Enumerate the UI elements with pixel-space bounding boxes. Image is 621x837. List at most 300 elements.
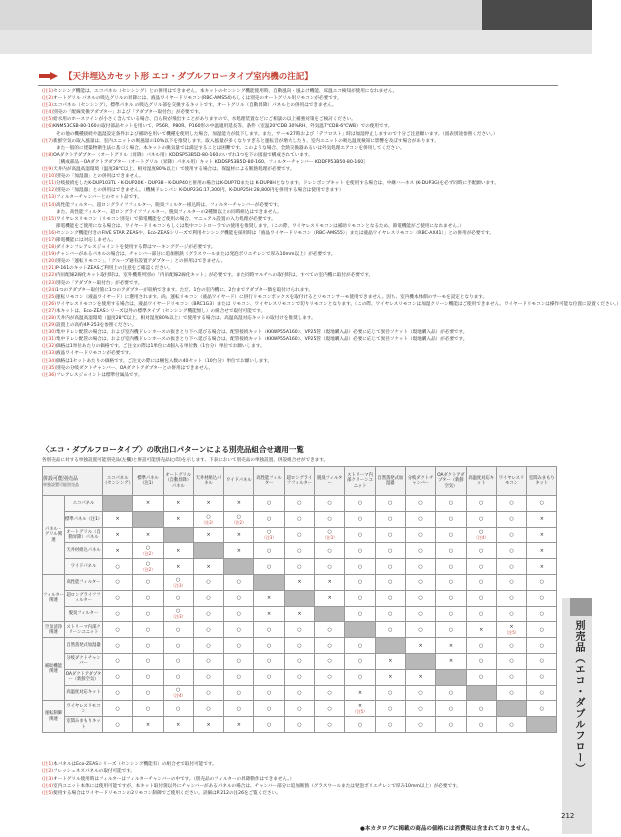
table-cell [405, 496, 435, 512]
note-number: (注4) [42, 783, 54, 789]
table-cell [466, 511, 496, 527]
note-item [42, 329, 557, 336]
table-cell [284, 638, 314, 654]
diagonal-cell [133, 511, 163, 527]
cell-symbol: ○ [206, 642, 211, 649]
table-cell [496, 496, 526, 512]
cell-symbol: ○ [327, 500, 332, 507]
table-cell [163, 590, 193, 606]
note-item [42, 116, 557, 123]
table-cell [254, 511, 284, 527]
cell-symbol: × [267, 595, 272, 602]
cell-symbol: ○ [266, 658, 272, 665]
cell-symbol: ○ [357, 516, 363, 523]
note-text: また一般的に建築物衛生法に基づく場合、本キットの換気量では満足することは困難です。このような場合、全熱交換器あるいは外気処理エアコンを併用してください。 [56, 145, 405, 151]
note-text: フレッシュネスパネルの取付可能です。 [53, 769, 136, 775]
note-item [42, 301, 621, 308]
note-item [42, 776, 557, 783]
note-number: (注18) [42, 245, 57, 251]
note-text: 節電機能には対応しません。 [56, 237, 117, 243]
row-label: 室間みまもりキット [65, 717, 103, 733]
cell-symbol: ○ [539, 658, 544, 665]
note-number: (注26) [42, 301, 57, 307]
table-cell [133, 606, 163, 622]
cell-symbol: ○ [539, 705, 544, 712]
cell-symbol: ○ [206, 705, 211, 712]
table-cell [254, 606, 284, 622]
table-row [43, 622, 557, 638]
table-cell [193, 717, 223, 733]
table-cell [405, 527, 435, 543]
table-cell [375, 653, 405, 669]
cell-symbol: × [206, 531, 211, 538]
note-item [42, 180, 557, 187]
table-cell [527, 606, 557, 622]
table-cell [284, 653, 314, 669]
note-number: (注3) [42, 776, 54, 782]
note-text: センシング機能付きのFIVE STAR ZEASや、Eco-ZEASシリーズで利用センシング機能を採用時は「液晶ワイヤードリモコン（RBC-AMS55）」または液晶ワイヤレスリモコン（RBC-AX41）」との併用が必要です。 [56, 230, 494, 236]
note-text: OAダクトアダプター（オートグリル（昇降）パネル用）KDDSP53B5D-80-160のいずれ1つを下の図面で構成されています。 [53, 152, 313, 158]
table-cell [163, 717, 193, 733]
cell-symbol: ○ [236, 626, 242, 633]
cell-symbol: ○ [357, 658, 363, 665]
side-tab [562, 598, 592, 834]
table-cell [193, 685, 223, 701]
column-header: 脱臭フィルター [315, 467, 345, 496]
note-number: (注21) [42, 266, 57, 272]
table-cell [345, 638, 375, 654]
diagonal-cell [254, 574, 284, 590]
cell-symbol: ○ [509, 516, 514, 523]
note-number: (注19) [42, 252, 57, 258]
note-item [42, 194, 557, 201]
table-cell [163, 574, 193, 590]
cell-symbol: ○ [388, 516, 393, 523]
diagonal-cell [224, 559, 254, 575]
cell-symbol: × [357, 689, 363, 696]
cell-symbol: ○ [297, 563, 302, 570]
cell-symbol: ○ [115, 563, 120, 570]
note-text: P-161のキットZEASご利用上の注意をご確認ください。 [56, 266, 174, 272]
note-number: (注2) [42, 769, 54, 775]
note-item [42, 251, 557, 258]
table-cell [375, 543, 405, 559]
table-cell [527, 622, 557, 638]
cell-symbol: ○ [327, 689, 332, 696]
table-cell [466, 543, 496, 559]
note-number: (注27) [42, 308, 57, 314]
table-cell [315, 669, 345, 685]
top-band [0, 0, 592, 54]
note-text: オートグリル使用時はフィルターはフィルターチャンバーの中です。（別売品のフィルターの昇降動作はできません。） [53, 776, 295, 782]
cell-symbol: ○ [115, 721, 120, 728]
row-label: 標準パネル（注1） [65, 511, 103, 527]
cell-symbol: ○ [418, 689, 423, 696]
note-text: その他の機種接続や温湿設定条件および補助を用いて機種を使用した場合、加湿能力が低下します。また、サーモ27時および「デフロスト」時は加湿停止しますので十分ご注意願います。（図表別途参照ください。） [56, 131, 498, 137]
note-number: (注32) [42, 344, 57, 350]
cell-symbol: × [145, 500, 151, 507]
table-cell [436, 543, 466, 559]
cell-symbol: ○ [297, 674, 302, 681]
cell-symbol: ○ [176, 576, 181, 583]
table-cell [405, 590, 435, 606]
title-rule [38, 85, 558, 86]
cell-symbol: ○ [266, 642, 272, 649]
note-number: (注23) [42, 280, 57, 286]
cell-symbol: ○ [539, 642, 544, 649]
note-item [42, 280, 557, 287]
note-item [42, 166, 557, 173]
note-number: (注1) [42, 89, 54, 94]
cell-symbol: ○ [448, 563, 454, 570]
note-text: オートグリル パネルの吸込グリルの昇降には、液晶ワイヤードリモコン(RBC-AMS54)もしくは別売のオートグリル用リモコンが必要です。 [53, 96, 342, 102]
note-item [42, 237, 557, 244]
cell-symbol: ○ [176, 608, 181, 615]
row-label: オートグリル（自動昇降）パネル [65, 527, 103, 543]
table-cell [496, 606, 526, 622]
table-cell [375, 606, 405, 622]
cell-symbol: × [297, 610, 302, 617]
note-text: 別売の「配線変換アダプター」および「アダプター取付台」が必要です。 [53, 110, 204, 116]
cell-symbol: ○ [539, 626, 544, 633]
column-header: 高性能フィルター [254, 467, 284, 496]
note-number: (注30) [42, 330, 57, 336]
cell-symbol: ○ [236, 610, 242, 617]
note-text: 節電機能をご使用になる場合は、ワイヤードリモコンもしくは集中コントローラでの使用を推奨します。（この際、ワイヤレスリモコンは補助リモコンとなるため、節電機能がご使用になれません。） [56, 223, 465, 229]
table-cell [375, 527, 405, 543]
table-cell [133, 669, 163, 685]
table-cell [466, 669, 496, 685]
table-cell [315, 717, 345, 733]
table-cell [466, 590, 496, 606]
diagonal-cell [103, 496, 133, 512]
table-cell [405, 543, 435, 559]
note-item [42, 322, 557, 329]
table-footnotes [42, 761, 557, 797]
table-cell [224, 574, 254, 590]
cell-symbol: ○ [115, 705, 120, 712]
cell-symbol: × [176, 721, 181, 728]
cell-symbol: ○ [448, 626, 454, 633]
page-number: 212 [561, 812, 575, 820]
note-item [42, 244, 557, 251]
table-cell [466, 496, 496, 512]
cell-symbol: ○ [206, 610, 211, 617]
cell-symbol: ○ [388, 500, 393, 507]
table-cell [163, 669, 193, 685]
table-cell [466, 638, 496, 654]
table-cell [103, 590, 133, 606]
table-cell [345, 606, 375, 622]
cell-symbol: ○ [206, 595, 211, 602]
table-cell [315, 527, 345, 543]
table-cell [345, 653, 375, 669]
cell-note-ref: （注2） [140, 567, 156, 573]
cell-symbol: ○ [357, 610, 363, 617]
cell-symbol: ○ [115, 610, 120, 617]
table-row [43, 717, 557, 733]
cell-symbol: × [176, 500, 181, 507]
table-cell [133, 701, 163, 717]
cell-symbol: ○ [448, 721, 454, 728]
group-label: 運転制御関連 [43, 701, 65, 733]
cell-symbol: ○ [327, 705, 332, 712]
table-cell [375, 574, 405, 590]
note-number: (注12) [42, 188, 57, 194]
cell-symbol: ○ [509, 689, 514, 696]
cell-symbol: × [236, 721, 241, 728]
row-label: ストリーマ内部クリーンユニット [65, 622, 103, 638]
corner-bottom: 単独設置可能別売品 [43, 481, 79, 487]
cell-symbol: ○ [388, 626, 393, 633]
cell-symbol: ○ [176, 687, 181, 694]
cell-symbol: ○ [448, 579, 454, 586]
note-item [42, 272, 557, 279]
table-row [43, 511, 557, 527]
table-cell [193, 527, 223, 543]
cell-symbol: ○ [509, 674, 514, 681]
table-cell [315, 496, 345, 512]
diagonal-cell [193, 543, 223, 559]
side-tab-label: 別売品（エコ・ダブルフロー） [573, 620, 584, 774]
cell-symbol: ○ [145, 610, 151, 617]
cell-symbol: ○ [327, 529, 332, 536]
table-cell [284, 622, 314, 638]
cell-symbol: ○ [479, 516, 484, 523]
table-cell [163, 543, 193, 559]
table-cell [527, 590, 557, 606]
table-cell [224, 638, 254, 654]
cell-symbol: ○ [448, 500, 454, 507]
table-cell [193, 701, 223, 717]
table-cell [496, 669, 526, 685]
cell-symbol: ○ [539, 610, 544, 617]
cell-symbol: × [115, 516, 120, 523]
table-cell [345, 685, 375, 701]
table-cell [315, 590, 345, 606]
table-cell [496, 543, 526, 559]
table-cell [315, 559, 345, 575]
note-number: (注13) [42, 195, 57, 201]
cell-symbol: ○ [236, 642, 242, 649]
note-item [42, 336, 557, 343]
table-cell [254, 685, 284, 701]
table-cell [405, 559, 435, 575]
table-cell [284, 527, 314, 543]
table-cell [224, 653, 254, 669]
note-text: 天井内が高温高湿環境（温度28℃以上、相対湿度80%以上）で使用する場合は、保温材による断熱処理が必要です。 [53, 167, 295, 173]
cell-symbol: ○ [206, 626, 211, 633]
table-cell [496, 511, 526, 527]
note-number: (注5) [42, 117, 54, 123]
page-title: 【天井埋込カセット形 エコ・ダブルフロータイプ室内機の注記】 [64, 72, 313, 82]
table-cell [224, 590, 254, 606]
cell-symbol: ○ [509, 563, 514, 570]
cell-symbol: ○ [388, 563, 393, 570]
note-item [42, 109, 557, 116]
cell-symbol: ○ [509, 547, 514, 554]
note-item [42, 138, 557, 145]
cell-symbol: ○ [297, 547, 302, 554]
cell-symbol: ○ [206, 689, 211, 696]
table-cell [163, 638, 193, 654]
table-cell [193, 574, 223, 590]
cell-symbol: ○ [145, 561, 151, 568]
table-cell [224, 527, 254, 543]
cell-symbol: ○ [357, 595, 363, 602]
table-cell [163, 559, 193, 575]
note-item [42, 287, 557, 294]
cell-symbol: × [206, 500, 211, 507]
note-item [42, 768, 557, 775]
cell-symbol: × [539, 547, 544, 554]
cell-note-ref: （注3） [322, 535, 337, 541]
table-cell [405, 606, 435, 622]
note-item [42, 358, 557, 365]
cell-symbol: × [206, 721, 211, 728]
cell-symbol: ○ [115, 595, 120, 602]
table-cell [436, 511, 466, 527]
cell-symbol: × [479, 626, 484, 633]
row-label: 脱臭フィルター [65, 606, 103, 622]
table-cell [466, 701, 496, 717]
cell-note-ref: （注4） [170, 693, 186, 699]
cell-symbol: ○ [509, 658, 514, 665]
diagonal-cell [405, 653, 435, 669]
note-item [42, 761, 557, 768]
cell-symbol: ○ [448, 595, 454, 602]
cell-symbol: ○ [236, 658, 242, 665]
table-cell [163, 701, 193, 717]
cell-symbol: ○ [115, 658, 120, 665]
note-number: (注8) [42, 152, 54, 158]
cell-symbol: ○ [388, 721, 393, 728]
table-row [43, 653, 557, 669]
cell-symbol: ○ [145, 545, 151, 552]
table-cell [315, 511, 345, 527]
cell-symbol: ○ [479, 610, 484, 617]
tax-note: ●本カタログに掲載の商品の価格には消費税は含まれておりません。 [360, 826, 534, 832]
cell-note-ref: （注2） [140, 551, 156, 557]
table-cell [405, 622, 435, 638]
group-label: パネル・グリル関連 [43, 496, 65, 575]
cell-symbol: ○ [115, 626, 120, 633]
cell-symbol: ○ [176, 626, 181, 633]
note-number: (注34) [42, 358, 57, 364]
cell-symbol: ○ [479, 500, 484, 507]
cell-symbol: ○ [266, 705, 272, 712]
cell-symbol: ○ [206, 658, 211, 665]
note-text: ダイキンフレアレスジョイントを使用する際はマーキングゲージが必要です。 [56, 245, 216, 251]
table-cell [375, 511, 405, 527]
cell-symbol: ○ [509, 531, 514, 538]
table-cell [527, 574, 557, 590]
top-dark-block [482, 0, 592, 30]
table-row [43, 590, 557, 606]
pointing-hand-icon [38, 70, 60, 82]
section-title: 〈エコ・ダブルフロータイプ〉の吹出口パターンによる別売品組合せ適用一覧 [42, 445, 304, 454]
table-cell [254, 669, 284, 685]
note-number: (注16) [42, 230, 57, 236]
table-cell [315, 543, 345, 559]
column-header: 分岐ダクトチャンバー [405, 467, 435, 496]
table-cell [466, 559, 496, 575]
table-cell [163, 685, 193, 701]
note-number: (注20) [42, 259, 57, 265]
cell-symbol: ○ [327, 642, 332, 649]
column-header: ワイドパネル [224, 467, 254, 496]
note-item [42, 216, 557, 223]
cell-symbol: ○ [509, 500, 514, 507]
column-header: 天井材組込パネル [193, 467, 223, 496]
cell-symbol: ○ [539, 579, 544, 586]
cell-symbol: ○ [327, 626, 332, 633]
row-label: 自然蒸発式加湿器 [65, 638, 103, 654]
table-cell [254, 622, 284, 638]
note-text: 本パネルはEco-ZEASシリーズ（センシング機能有）の組合せで取付可能です。 [53, 762, 217, 767]
diagonal-cell [163, 527, 193, 543]
table-row [43, 527, 557, 543]
table-cell [284, 669, 314, 685]
table-cell [405, 669, 435, 685]
cell-symbol: × [327, 579, 332, 586]
note-item [42, 223, 557, 230]
note-item [42, 315, 557, 322]
cell-symbol: ○ [479, 705, 484, 712]
table-cell [133, 685, 163, 701]
note-item [42, 790, 557, 797]
table-cell [345, 527, 375, 543]
table-cell [193, 669, 223, 685]
cell-symbol: ○ [539, 674, 544, 681]
table-cell [315, 685, 345, 701]
cell-symbol: × [357, 703, 363, 710]
note-item [42, 258, 557, 265]
cell-symbol: ○ [479, 658, 484, 665]
cell-symbol: ○ [236, 705, 242, 712]
table-cell [315, 574, 345, 590]
table-cell [436, 496, 466, 512]
cell-symbol: ○ [145, 674, 151, 681]
table-cell [103, 717, 133, 733]
cell-symbol: × [236, 500, 241, 507]
cell-symbol: ○ [297, 705, 302, 712]
cell-symbol: ○ [418, 626, 423, 633]
cell-note-ref: （注2） [231, 519, 247, 525]
table-cell [133, 717, 163, 733]
note-text: ［構成部品－OAダクトアダプター（オートグリル（昇降）パネル用）キット KDDSP53B5D-80-160、フィルターチャンバー KDDFP53B50-80-160］ [56, 159, 368, 165]
table-cell [133, 622, 163, 638]
cell-symbol: × [145, 721, 151, 728]
cell-symbol: ○ [206, 579, 211, 586]
table-cell [284, 543, 314, 559]
table-cell [375, 717, 405, 733]
note-text: 別売の「加湿器」との併用はできません。（機械ドレンパン K-DUP23G:17,300円、K-DUP25H:28,800円を併用する場合は使用できます） [56, 188, 344, 194]
note-item [42, 187, 557, 194]
cell-symbol: ○ [479, 721, 484, 728]
note-text: 給水用のホースツインが小さく含んでいる場合、自ら粉が飛出すことがありますので、水処理装置などにご相談の以上補強対策をご検討ください。 [53, 117, 356, 123]
column-header: エコパネル（センシング） [103, 467, 133, 496]
row-label: OAダクトアダプター（新鮮空気） [65, 669, 103, 685]
column-header: OAダクトアダプター（新鮮空気） [436, 467, 466, 496]
table-cell [496, 638, 526, 654]
cell-note-ref: （注3） [170, 582, 186, 588]
column-header: 自然蒸発式加湿器 [375, 467, 405, 496]
table-cell [254, 701, 284, 717]
table-cell [496, 717, 526, 733]
cell-symbol: ○ [479, 563, 484, 570]
cell-symbol: ○ [357, 721, 363, 728]
